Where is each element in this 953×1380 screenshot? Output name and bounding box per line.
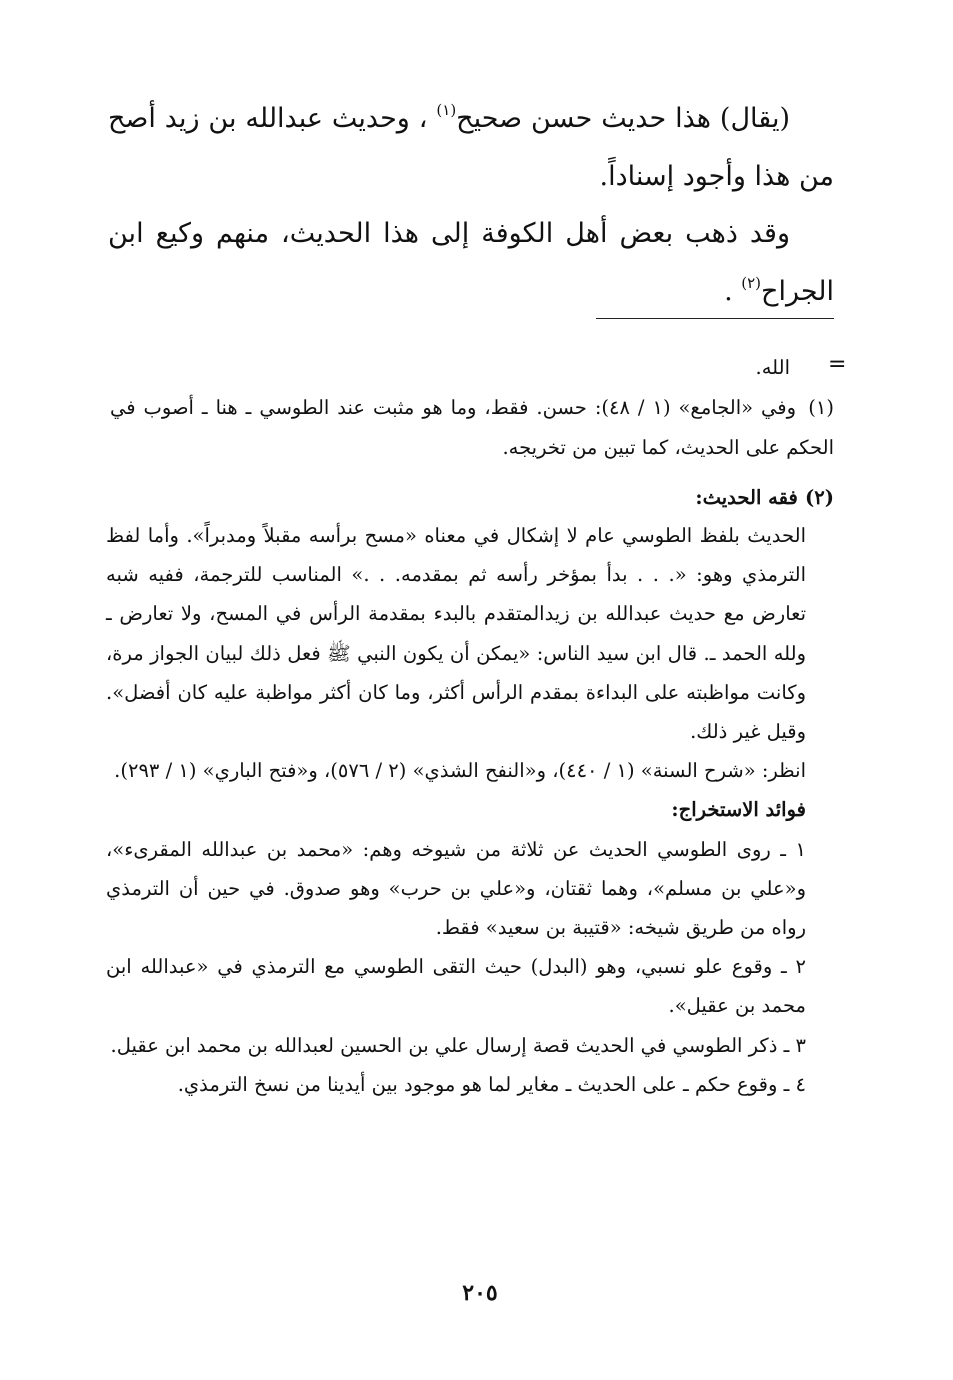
main-text-2a: وقد ذهب بعض أهل الكوفة إلى هذا الحديث، منهم وكيع ابن الجراح — [108, 218, 834, 307]
references-line: انظر: «شرح السنة» (١ / ٤٤٠)، و«النفح الشذي» (٢ / ٥٧٦)، و«فتح الباري» (١ / ٢٩٣). — [114, 759, 806, 783]
main-paragraph-1 — [108, 90, 834, 206]
footnote-1 — [110, 388, 834, 467]
footnote-ref-2: (٢) — [741, 274, 762, 292]
benefit-item-2: ٢ ـ وقوع علو نسبي، وهو (البدل) حيث التقى الطوسي مع الترمذي في «عبدالله ابن محمد بن عقيل». — [106, 955, 806, 1018]
footnote-separator — [596, 318, 834, 319]
fiqh-paragraph: الحديث بلفظ الطوسي عام لا إشكال في معناه «مسح برأسه مقبلاً ومدبراً». وأما لفظ الترمذي وهو: «. . . بدأ بمؤخر رأسه ثم بمقدمه. . .» المناسب للترجمة، ففيه شبه تعارض مع حديث عبدالله بن زيدالمتقدم بالبدء بمقدمة الرأس في المسح، ولا تعارض ـ ولله الحمد ـ. قال ابن سيد الناس: «يمكن أن يكون النبي ﷺ فعل ذلك لبيان الجواز مرة، وكانت مواظبته على البداءة بمقدم الرأس أكثر، وما كان أكثر مواظبة عليه كان أفضل». وقيل غير ذلك. — [106, 524, 806, 744]
continuation-text: الله. — [755, 356, 790, 379]
fiqh-heading: فقه الحديث: — [695, 486, 798, 509]
main-text-2b: . — [724, 276, 742, 307]
main-text-1b: ، وحديث عبدالله بن زيد أصح من هذا وأجود إسناداً. — [108, 103, 834, 192]
benefit-item-1: ١ ـ روى الطوسي الحديث عن ثلاثة من شيوخه وهم: «محمد بن عبدالله المقرىء»، و«علي بن مسلم»، وهما ثقتان، و«علي بن حرب» وهو صدوق. في حين أن الترمذي رواه من طريق شيخه: «قتيبة بن سعيد» فقط. — [106, 837, 806, 940]
continuation-mark: = — [828, 352, 847, 377]
footnote-1-text: وفي «الجامع» (١ / ٤٨): حسن. فقط، وما هو مثبت عند الطوسي ـ هنا ـ أصوب في الحكم على الحديث، كما تبين من تخريجه. — [110, 396, 834, 459]
footnote-2-body — [106, 516, 806, 1104]
page-number: ٢٠٥ — [462, 1280, 498, 1306]
footnote-2-heading — [110, 478, 834, 518]
footnote-ref-1: (١) — [436, 101, 457, 119]
footnote-1-number: (١) — [808, 396, 834, 419]
main-text-1a: (يقال) هذا حديث حسن صحيح — [456, 103, 790, 134]
benefit-item-4: ٤ ـ وقوع حكم ـ على الحديث ـ مغاير لما هو موجود بين أيدينا من نسخ الترمذي. — [177, 1072, 806, 1096]
main-paragraph-2 — [108, 205, 834, 321]
footnote-continuation — [110, 348, 790, 388]
footnote-2-number: (٢) — [805, 486, 834, 509]
benefits-heading: فوائد الاستخراج: — [671, 798, 806, 822]
benefit-item-3: ٣ ـ ذكر الطوسي في الحديث قصة إرسال علي بن الحسين لعبدالله بن محمد ابن عقيل. — [110, 1033, 806, 1057]
